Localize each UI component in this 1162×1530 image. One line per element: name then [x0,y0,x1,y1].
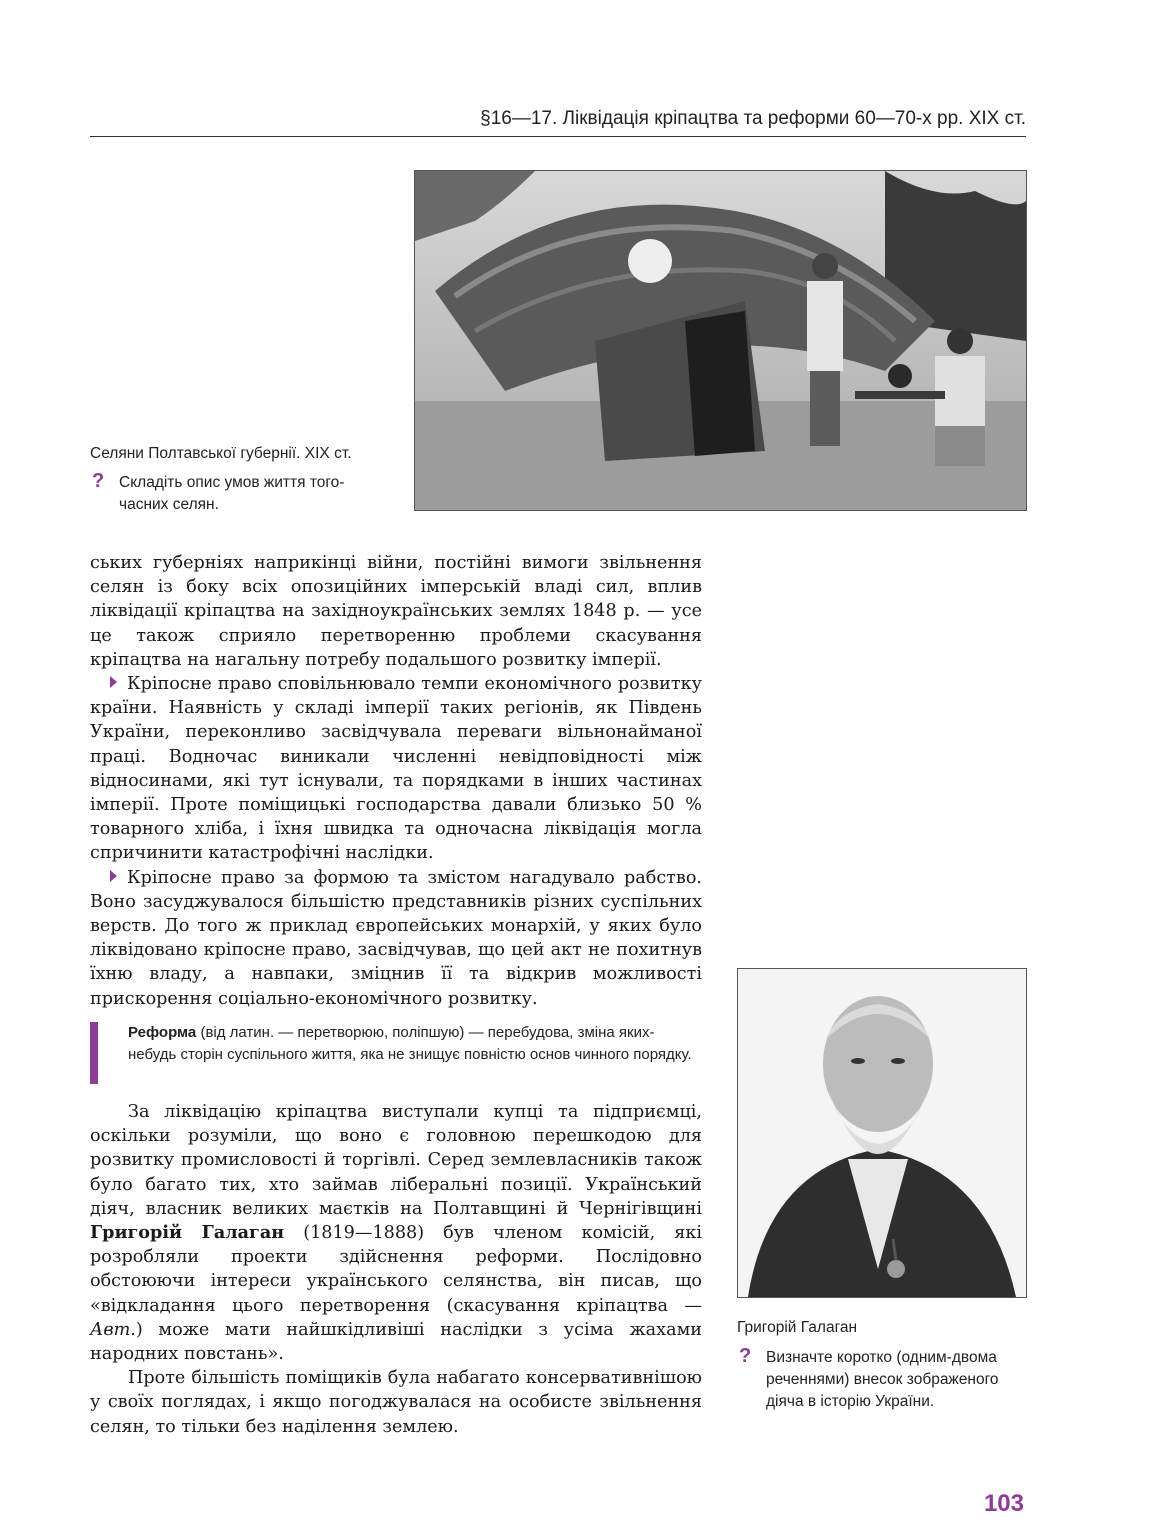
paragraph-bullet: Кріпосне право сповільнювало темпи економічного розвитку країни. Наявність у складі імперії таких регіонів, як Південь України, переконливо засвідчувала переваги вільнонайманої праці. Водночас виникали численні невідповідності між відносинами, які тут існували, та порядками в інших частинах імперії. Проте поміщицькі господарства давали близько 50 % товарного хліба, і їхня швидка та одночасна ліквідація могла спричинити катастрофічні наслідки. [90,674,702,864]
portrait-caption: Григорій Галаган [737,1319,858,1336]
question-mark-icon: ? [739,1345,752,1367]
definition-term: Реформа [128,1024,197,1041]
paragraph-bullet: Кріпосне право за формою та змістом нагадувало рабство. Воно засуджувалося більшістю представників різних суспільних верств. До того ж приклад європейських монархій, у яких було ліквідовано кріпосне право, засвідчував, що цей акт не похитнув їхню владу, а навпаки, зміцнив її та відкрив можливості прискорення соціально-економічного розвитку. [90,867,702,1009]
page-header [90,104,1026,137]
peasants-photo-question: Складіть опис умов життя того- часних селян. [119,474,345,513]
paragraph: Проте більшість поміщиків була набагато консервативнішою у своїх поглядах, і якщо погоджувалася на особисте звільнення селян, то тільки без наділення землею. [90,1368,702,1437]
galagan-portrait-illustration [738,969,1026,1297]
main-text-bottom [90,1100,702,1439]
peasants-photo [414,170,1027,511]
definition-box [90,1022,702,1084]
paragraph: ських губерніях наприкінці війни, постійні вимоги звільнення селян із боку всіх опозиційних імперській владі сил, вплив ліквідації кріпацтва на західноукраїнських землях 1848 р. — усе це також сприяло перетворенню проблеми скасування кріпацтва на нагальну потребу подальшого розвитку імперії. [90,553,702,670]
peasants-photo-caption: Селяни Полтавської губернії. XIX ст. [90,445,352,462]
bullet-arrow-icon [90,674,127,694]
definition-accent-bar [90,1022,98,1084]
question-mark-icon: ? [92,470,105,492]
bullet-arrow-icon [90,868,127,888]
person-name: Григорій Галаган [90,1222,285,1244]
main-text-top [90,551,702,1011]
peasants-photo-illustration [415,171,1026,510]
paragraph: За ліквідацію кріпацтва виступали купці та підприємці, оскільки розуміли, що воно є головною перешкодою для розвитку промисловості й торгівлі. Серед землевласників також було багато тих, хто займав ліберальні позиції. Український діяч, власник великих маєтків на Полтавщині й Чернігівщині Григорій Галаган (1819—1888) був членом комісій, які розробляли проекти здійснення реформи. Послідовно обстоюючи інтереси українського селянства, він писав, що «відкладання цього перетворення (скасування кріпацтва — Авт.) може мати найшкідливіші наслідки з усіма жахами народних повстань». [90,1102,702,1365]
portrait-question: Визначте коротко (одним-двома реченнями) внесок зображеного діяча в історію України. [766,1349,999,1410]
definition-text: Реформа (від латин. — перетворюю, поліпшую) — перебудова, зміна яких-небудь сторін суспільного життя, яка не знищує повністю основ чинного порядку. [128,1024,692,1063]
chapter-title: §16—17. Ліквідація кріпацтва та реформи 60—70-х рр. XIX ст. [480,108,1026,129]
galagan-portrait [737,968,1027,1298]
page-number: 103 [983,1490,1024,1517]
